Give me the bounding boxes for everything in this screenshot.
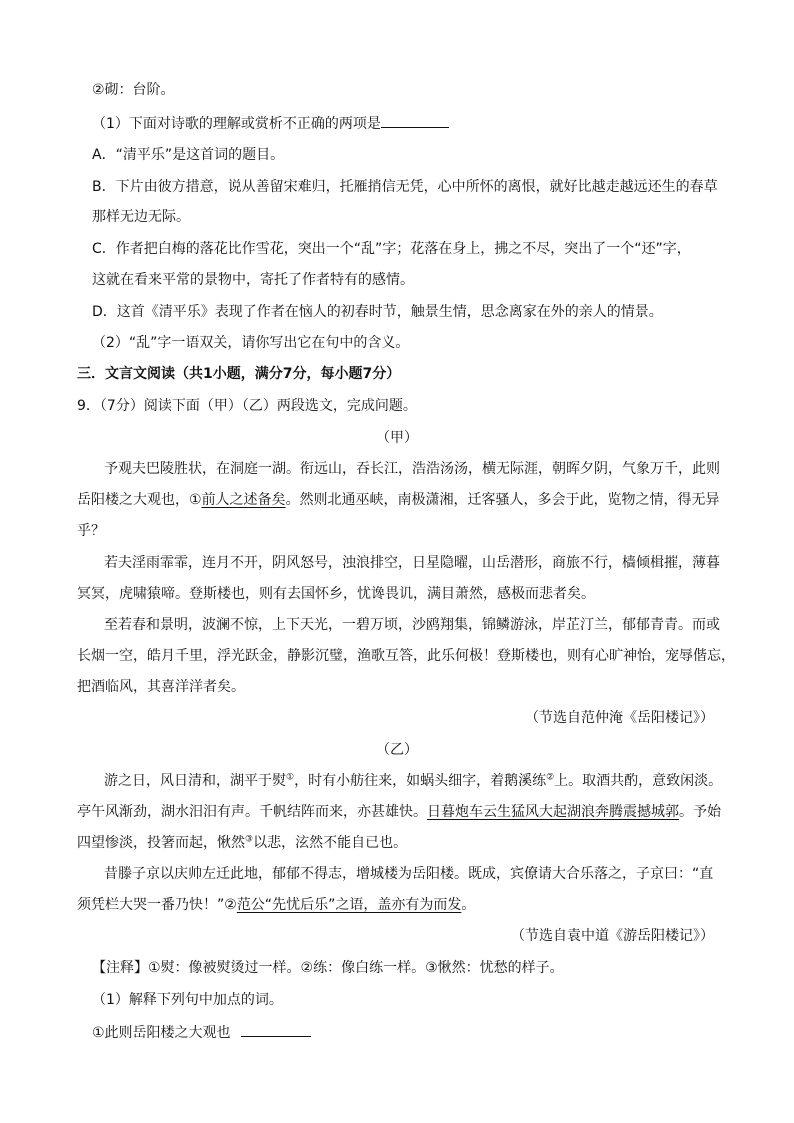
question-8-2: （2）“乱”字一语双关，请你写出它在句中的含义。 <box>92 335 410 351</box>
passage-jia-p1-line1: 予观夫巴陵胜状，在洞庭一湖。衔远山，吞长江，浩浩汤汤，横无际涯，朝晖夕阴，气象万千，此则 <box>104 461 720 477</box>
underlined-sentence-unpunctuated: 日暮炮车云生猛风大起湖浪奔腾震撼城郭 <box>427 804 679 820</box>
footnote-mark-3: ③ <box>245 834 254 845</box>
underlined-sentence-1: 前人之述备矣 <box>201 492 286 508</box>
passage-text: ，时有小舫往来，如蜗头细字，着鹅溪练 <box>294 773 547 789</box>
question-8-1 <box>92 113 449 134</box>
option-c-line1: C．作者把白梅的落花比作雪花，突出一个“乱”字；花落在身上，拂之不尽，突出了一个“还”字， <box>92 241 691 257</box>
option-a: A．“清平乐”是这首词的题目。 <box>92 147 285 163</box>
question-9-1-item-1 <box>92 1022 311 1043</box>
question-9-1: （1）解释下列句中加点的词。 <box>92 992 283 1008</box>
passage-jia-p3-line3: 把酒临风，其喜洋洋者矣。 <box>77 679 245 695</box>
section-heading: 三．文言文阅读（共1小题，满分7分，每小题7分） <box>77 366 401 382</box>
passage-jia-p2-line1: 若夫淫雨霏霏，连月不开，阴风怒号，浊浪排空，日星隐曜，山岳潜形，商旅不行，樯倾楫摧，薄暮 <box>104 555 720 571</box>
passage-yi-p2-line1: 昔滕子京以庆帅左迁此地，郁郁不得志，增城楼为岳阳楼。既成，宾僚请大合乐落之，子京曰：“直 <box>104 866 714 882</box>
passage-jia-p2-line2: 冥冥，虎啸猿啼。登斯楼也，则有去国怀乡，忧谗畏讥，满目萧然，感极而悲者矣。 <box>77 586 595 602</box>
passage-text: 四望惨淡，投箸而起，愀然 <box>77 835 245 851</box>
passage-jia-title: （甲） <box>376 430 418 446</box>
passage-text: 岳阳楼之大观也，① <box>77 492 202 508</box>
passage-jia-source: （节选自范仲淹《岳阳楼记》） <box>525 710 714 726</box>
passage-yi-source: （节选自袁中道《游岳阳楼记》） <box>511 928 714 944</box>
answer-blank-9-1-1[interactable] <box>241 1022 311 1037</box>
passage-jia-p3-line2: 长烟一空，皓月千里，浮光跃金，静影沉璧，渔歌互答，此乐何极！登斯楼也，则有心旷神怡，宠辱偕忘， <box>77 648 735 664</box>
question-9-1-item-1-text: ①此则岳阳楼之大观也 <box>92 1025 231 1041</box>
option-c-line2: 这就在看来平常的景物中，寄托了作者特有的感情。 <box>92 272 414 288</box>
option-b-line2: 那样无边无际。 <box>92 209 190 225</box>
question-9: 9．（7分）阅读下面（甲）（乙）两段选文，完成问题。 <box>77 398 417 414</box>
question-8-1-text: （1）下面对诗歌的理解或赏析不正确的两项是 <box>92 116 381 132</box>
passage-jia-p1-line2 <box>77 490 720 510</box>
passage-text: 。然则北通巫峡，南极潇湘，迁客骚人，多会于此，览物之情，得无异 <box>285 492 720 508</box>
passage-yi-p2-line2 <box>77 895 475 915</box>
passage-text: 亭午风渐劲，湖水汨汨有声。千帆结阵而来，亦甚雄快。 <box>77 804 427 820</box>
passage-text: 须凭栏大哭一番乃快！”② <box>77 897 237 913</box>
passage-jia-p1-line3: 乎？ <box>77 523 105 539</box>
annotation-notes: 【注释】①熨：像被熨烫过一样。②练：像白练一样。③愀然：忧愁的样子。 <box>92 960 564 976</box>
footnote-mark-1: ① <box>286 772 295 783</box>
passage-yi-p1-line1 <box>104 771 722 791</box>
passage-text: 游之日，风日清和，湖平于熨 <box>104 773 286 789</box>
passage-yi-p1-line3 <box>77 833 407 853</box>
passage-text: 以悲，泫然不能自已也。 <box>253 835 408 851</box>
annotation-note: ②砌：台阶。 <box>92 82 175 98</box>
passage-text: 。 <box>461 897 476 913</box>
passage-yi-p1-line2 <box>77 802 721 822</box>
footnote-mark-2: ② <box>546 772 555 783</box>
option-d: D．这首《清平乐》表现了作者在恼人的初春时节，触景生情，思念离家在外的亲人的情景。 <box>92 304 663 320</box>
passage-jia-p3-line1: 至若春和景明，波澜不惊，上下天光，一碧万顷，沙鸥翔集，锦鳞游泳，岸芷汀兰，郁郁青青。而或 <box>104 617 720 633</box>
underlined-sentence-2: 范公“先忧后乐”之语，盖亦有为而发 <box>236 897 462 913</box>
passage-text: 上。取酒共酌，意致闲淡。 <box>554 773 723 789</box>
answer-blank-8-1[interactable] <box>381 113 449 128</box>
option-b-line1: B．下片由彼方措意，说从善留宋难归，托雁捎信无凭，心中所怀的离恨，就好比越走越远还生的春草 <box>92 179 718 195</box>
passage-text: 。予始 <box>679 804 721 820</box>
passage-yi-title: （乙） <box>376 742 418 758</box>
